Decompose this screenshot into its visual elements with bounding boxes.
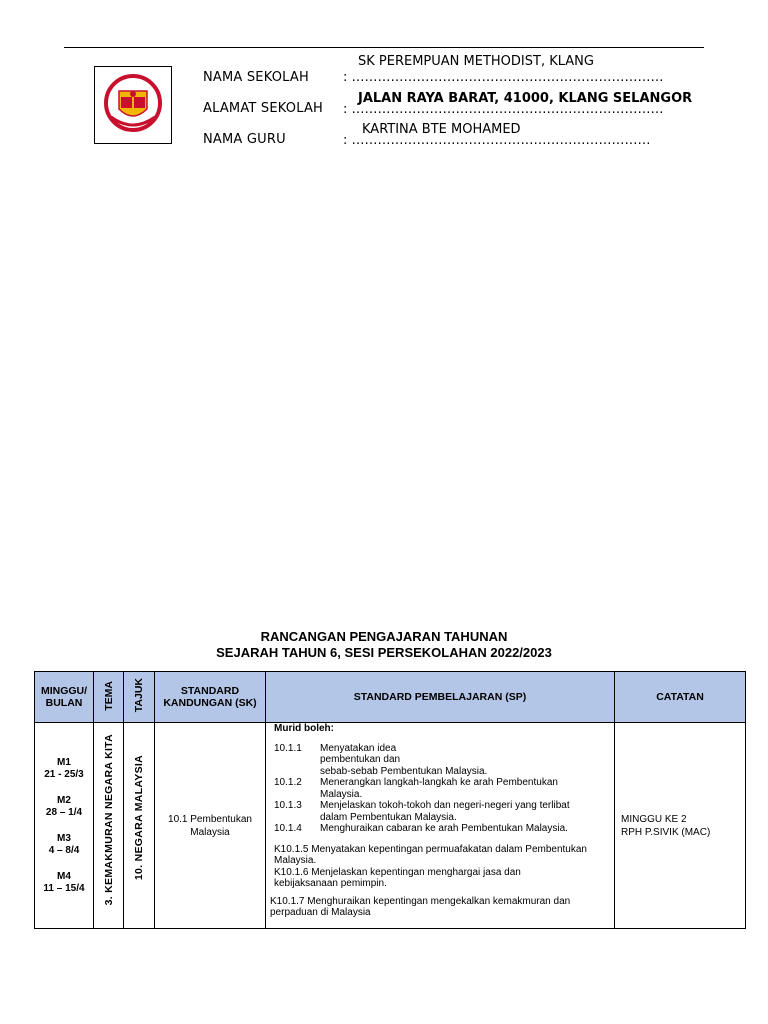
catatan-line: RPH P.SIVIK (MAC) (621, 826, 711, 838)
header-sk: STANDARD KANDUNGAN (SK) (155, 672, 266, 723)
sp-heading: Murid boleh: (274, 723, 334, 734)
address-dots: : ……………………………………………………………… (343, 102, 664, 117)
header-sp: STANDARD PEMBELAJARAN (SP) (266, 672, 615, 723)
header-catatan: CATATAN (615, 672, 746, 723)
sp-item: 10.1.2 Menerangkan langkah-langkah ke arah Pembentukan Malaysia. (274, 777, 558, 800)
address-label: ALAMAT SEKOLAH (203, 101, 324, 116)
sp-item: sebab-sebab Pembentukan Malaysia. (320, 765, 488, 777)
header-minggu: MINGGU/ BULAN (35, 672, 94, 723)
sk-cell: 10.1 Pembentukan Malaysia (155, 723, 266, 929)
sp-last-item: K10.1.7 Menghuraikan kepentingan mengekalkan kemakmuran dan perpaduan di Malaysia (270, 895, 571, 918)
sp-cell (266, 723, 615, 929)
week-item: M3 4 – 8/4 (48, 832, 80, 856)
teacher-dots: : …………………………………………………………… (343, 133, 651, 148)
week-item: M2 28 – 1/4 (45, 794, 83, 818)
week-item: M4 11 – 15/4 (43, 870, 85, 894)
school-name-dots: : ……………………………………………………………… (343, 70, 664, 85)
sp-item: 10.1.3 Menjelaskan tokoh-tokoh dan negeri-negeri yang terlibat dalam Pembentukan Malaysia. (274, 800, 570, 823)
sp-k-item: K10.1.6 Menjelaskan kepentingan menghargai jasa dan kebijaksanaan pemimpin. (274, 866, 521, 889)
table-row (35, 723, 746, 929)
school-logo (94, 66, 172, 144)
sp-k-item: K10.1.5 Menyatakan kepentingan permuafakatan dalam Pembentukan Malaysia. (274, 843, 587, 866)
sp-item: 10.1.4 Menghuraikan cabaran ke arah Pembentukan Malaysia. (274, 823, 568, 834)
sp-item: 10.1.1 Menyatakan idea (274, 742, 397, 754)
header-tema-text: TEMA (102, 680, 115, 711)
teacher-label: NAMA GURU (203, 132, 286, 147)
sp-item: pembentukan dan (320, 754, 401, 765)
header-tajuk (124, 672, 155, 723)
school-name-value: SK PEREMPUAN METHODIST, KLANG (358, 54, 594, 69)
catatan-line: MINGGU KE 2 (621, 813, 687, 825)
week-item: M1 21 - 25/3 (44, 756, 84, 780)
document-title: RANCANGAN PENGAJARAN TAHUNAN (260, 629, 508, 644)
tajuk-text: 10. NEGARA MALAYSIA (133, 754, 145, 880)
school-name-label: NAMA SEKOLAH (203, 70, 309, 85)
school-crest-icon (103, 73, 163, 137)
header-tema (94, 672, 124, 723)
header-tajuk-text: TAJUK (133, 678, 145, 713)
tajuk-cell (124, 723, 155, 929)
table-header-row (35, 672, 746, 723)
top-rule (64, 47, 704, 48)
teacher-value: KARTINA BTE MOHAMED (362, 122, 521, 137)
plan-table (34, 671, 746, 929)
catatan-cell (615, 723, 746, 929)
tema-cell (94, 723, 124, 929)
weeks-cell (35, 723, 94, 929)
address-value: JALAN RAYA BARAT, 41000, KLANG SELANGOR (358, 91, 693, 106)
tema-text: 3. KEMAKMURAN NEGARA KITA (102, 733, 115, 905)
document-subtitle: SEJARAH TAHUN 6, SESI PERSEKOLAHAN 2022/2023 (216, 645, 552, 660)
